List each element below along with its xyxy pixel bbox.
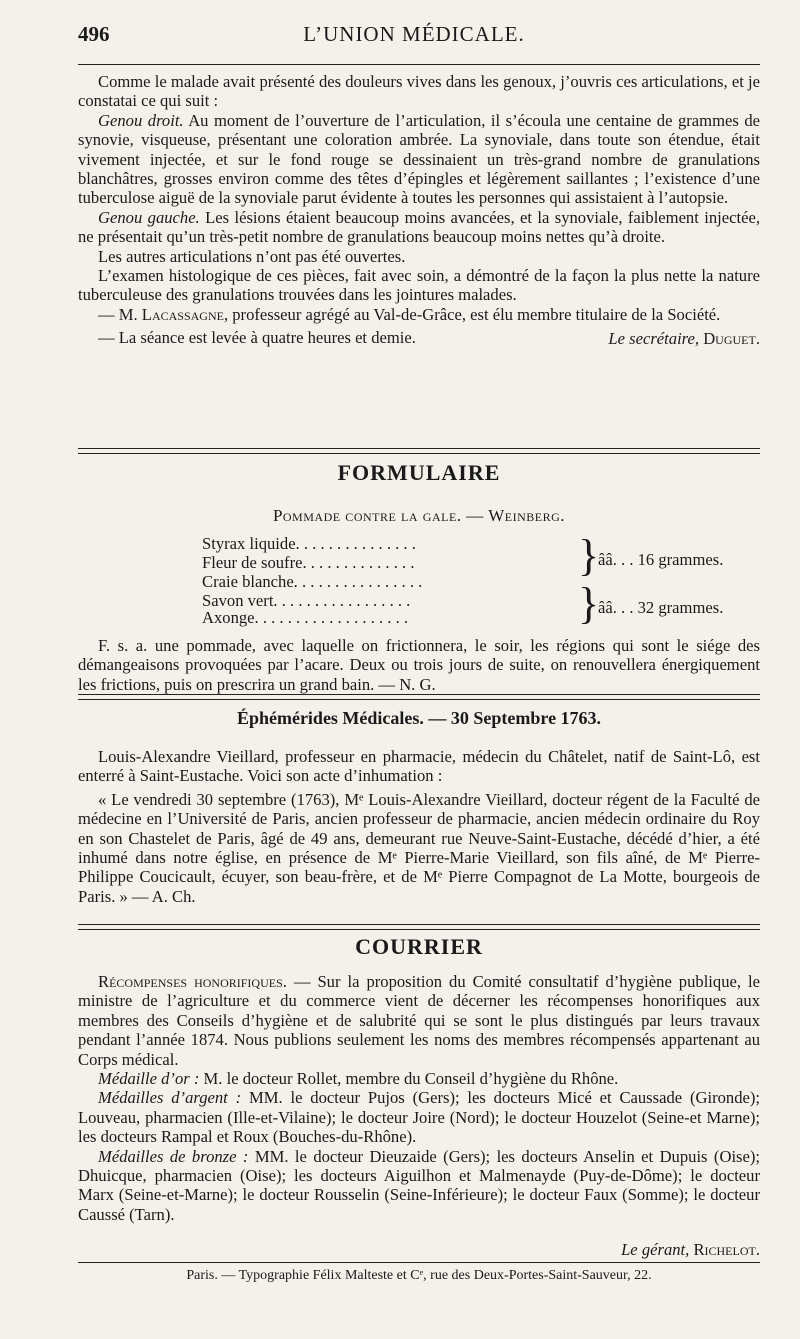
brace-upper-icon: } <box>578 531 600 580</box>
page-number: 496 <box>78 22 110 46</box>
gold-label: Médaille d’or : <box>98 1069 200 1089</box>
society-minutes <box>78 72 760 348</box>
gerant-name: Richelot. <box>693 1240 760 1260</box>
genou-gauche-label: Genou gauche. <box>98 207 200 227</box>
page-header <box>78 22 750 48</box>
silver-text: MM. le docteur Pujos (Gers); les docteurs Micé et Caussade (Gironde); Louveau, pharmacien (Ille-et-Vilaine); le docteur Joire (Nord); le docteur Houzelot (Seine-et Marne); les docteurs Rampal et Roux (Bouches-du-Rhône). <box>78 1088 760 1147</box>
secretary-role: Le secrétaire, <box>608 328 700 348</box>
recipe-instructions: F. s. a. une pommade, avec laquelle on frictionnera, le soir, les régions qui sont le siége des démangeaisons provoquées par l’acare. Deux ou trois jours de suite, on renouvellera énergiquement les frictions, puis on prescrira un grand bain. — N. G. <box>78 636 760 694</box>
bronze-text: MM. le docteur Dieuzaide (Gers); les docteurs Anselin et Dupuis (Oise); Dhuicque, pharmacien (Oise); les docteurs Aiguilhon et Malmenayde (Puy-de-Dôme); le docteur Marx (Seine-et-Marne); le docteur Rousselin (Seine-Inférieure); le docteur Faux (Somme); le docteur Caussé (Tarn). <box>78 1146 761 1224</box>
courrier-lead: Récompenses honorifiques. <box>98 972 287 991</box>
genou-droit-label: Genou droit. <box>98 110 184 130</box>
recipe-ingredients <box>78 531 760 630</box>
gold-text: M. le docteur Rollet, membre du Conseil d’hygiène du Rhône. <box>199 1069 619 1089</box>
printer-footer: Paris. — Typographie Félix Malteste et Cᵉ, rue des Deux-Portes-Saint-Sauveur, 22. <box>186 1268 652 1283</box>
medal-silver <box>78 1088 760 1146</box>
section-divider-1 <box>78 448 760 454</box>
recipe-title: Pommade contre la gale. — Weinberg. <box>272 506 566 525</box>
gerant-role: Le gérant, <box>621 1240 690 1260</box>
para-seance: — La séance est levée à quatre heures et demie. <box>98 328 416 348</box>
ephemerides-para2: « Le vendredi 30 septembre (1763), Mᵉ Louis-Alexandre Vieillard, docteur régent de la Faculté de médecine en l’Université de Paris, ancien professeur de pharmacie, ancien médecin ordinaire du Roy en son Chastelet de Paris, âgé de 49 ans, demeurant rue Neuve-Saint-Eustache, décédé d’hier, a été inhumé dans notre église, en présence de Mᵉ Pierre-Marie Vieillard, son fils aîné, de Mᵉ Pierre-Philippe Coucicault, écuyer, son beau-frère, et de Mᵉ Pierre Compagnot de La Motte, bourgeois de Paris. » — A. Ch. <box>78 789 760 906</box>
ephemerides-heading: Éphémérides Médicales. — 30 Septembre 1763. <box>236 708 602 728</box>
ingredient-styrax: Styrax liquide. . . . . . . . . . . . . . . <box>202 534 416 553</box>
secretary-name: Duguet. <box>703 328 760 348</box>
gerant-signature <box>78 1240 760 1259</box>
quantity-32: ââ. . . 32 grammes. <box>598 598 724 617</box>
courrier-para1 <box>78 972 760 1069</box>
silver-label: Médailles d’argent : <box>98 1088 242 1108</box>
formulaire-section <box>78 460 760 694</box>
header-rule <box>78 64 760 65</box>
quantity-16: ââ. . . 16 grammes. <box>598 550 724 569</box>
lacassagne-name: M. Lacassagne <box>118 304 224 324</box>
ephemerides-para1: Louis-Alexandre Vieillard, professeur en pharmacie, médecin du Châtelet, natif de Saint-Lô, est enterré à Saint-Eustache. Voici son acte d’inhumation : <box>78 747 760 786</box>
brace-lower-icon: } <box>578 579 600 628</box>
ingredient-craie: Craie blanche. . . . . . . . . . . . . . . . <box>202 572 423 591</box>
lacassagne-text: , professeur agrégé au Val-de-Grâce, est élu membre titulaire de la Société. <box>223 304 721 324</box>
ingredient-savon: Savon vert. . . . . . . . . . . . . . . . . <box>202 591 411 610</box>
formulaire-heading: FORMULAIRE <box>337 460 501 485</box>
ingredient-soufre: Fleur de soufre. . . . . . . . . . . . . . <box>202 553 415 572</box>
genou-droit-text: Au moment de l’ouverture de l’articulation, il s’écoula une centaine de grammes de synovie, visqueuse, présentant une coloration ambrée. La synoviale, dans toute son étendue, était vivement injectée, et sur le fond rouge se dessinaient un très-grand nombre de granulations blanchâtres, grosses environ comme des têtes d’épingles et légèrement saillantes ; l’existence d’une tuberculose aiguë de la synoviale parut évidente à toutes les personnes qui assistaient à l’autopsie. <box>78 110 761 208</box>
medal-bronze <box>78 1147 760 1225</box>
para-lacassagne: — M. Lacassagne, professeur agrégé au Val-de-Grâce, est élu membre titulaire de la Société. <box>98 304 721 324</box>
para-autres: Les autres articulations n’ont pas été ouvertes. <box>98 246 406 266</box>
section-divider-3 <box>78 924 760 930</box>
para-histologique: L’examen histologique de ces pièces, fait avec soin, a démontré de la façon la plus nette la nature tuberculeuse des granulations trouvées dans les jointures malades. <box>78 266 760 305</box>
courrier-section <box>78 934 760 1260</box>
para-genou-gauche <box>78 208 760 247</box>
ingredient-axonge: Axonge. . . . . . . . . . . . . . . . . . . <box>202 608 409 627</box>
para-malade: Comme le malade avait présenté des douleurs vives dans les genoux, j’ouvris ces articulations, et je constatai ce qui suit : <box>78 72 760 111</box>
ephemerides-section <box>78 708 760 906</box>
courrier-para1-text: — Sur la proposition du Comité consultatif d’hygiène publique, le ministre de l’agriculture et du commerce vient de décerner les récompenses honorifiques aux membres des Conseils d’hygiène et de salubrité qui se sont le plus distingués par leurs travaux pendant l’année 1874. Nous publions seulement les noms des membres récompensés appartenant au Corps médical. <box>78 972 760 1069</box>
section-divider-2 <box>78 694 760 700</box>
medal-gold <box>78 1069 760 1088</box>
footer-rule <box>78 1262 760 1263</box>
bronze-label: Médailles de bronze : <box>98 1146 249 1166</box>
courrier-heading: COURRIER <box>355 934 483 959</box>
journal-title: L’UNION MÉDICALE. <box>303 22 525 46</box>
para-genou-droit <box>78 111 760 208</box>
genou-gauche-text: Les lésions étaient beaucoup moins avancées, et la synoviale, faiblement injectée, ne présentait qu’un très-petit nombre de granulations beaucoup moins nettes qu’à droite. <box>78 207 760 247</box>
